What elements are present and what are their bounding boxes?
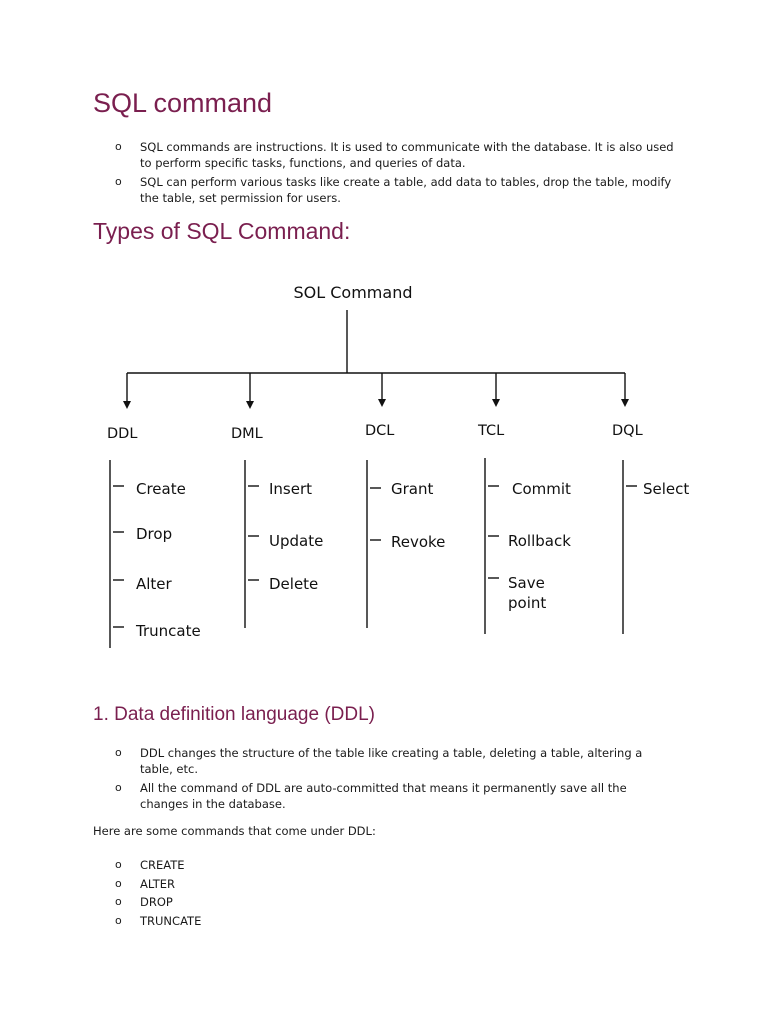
page-title: SQL command [93, 88, 273, 118]
ddl-bullet-text: DDL changes the structure of the table like creating a table, deleting a table, altering a table, etc. [140, 746, 643, 776]
dml-item-delete: Delete [269, 575, 319, 593]
ddl-item-drop: Drop [136, 525, 173, 543]
tcl-item-savepoint-line-1: Save [508, 574, 545, 592]
ddl-commands-list [115, 857, 415, 931]
bullet-icon: o [115, 858, 122, 871]
bullet-icon: o [115, 175, 122, 188]
sql-command-tree-diagram [0, 270, 768, 655]
types-heading: Types of SQL Command: [93, 218, 351, 244]
category-tcl-label: TCL [478, 423, 505, 439]
ddl-bullet-text: All the command of DDL are auto-committed that means it permanently save all the changes in the database. [140, 781, 627, 811]
dql-item-select: Select [643, 480, 690, 498]
tcl-item-savepoint [508, 574, 550, 612]
ddl-item-truncate: Truncate [136, 622, 201, 640]
list-item [115, 857, 415, 874]
list-item [115, 139, 675, 171]
list-item [115, 876, 415, 893]
ddl-commands-intro: Here are some commands that come under DDL: [93, 824, 376, 838]
ddl-command-create: CREATE [140, 858, 185, 872]
bullet-icon: o [115, 913, 122, 927]
dml-item-update: Update [269, 532, 324, 550]
bullet-icon: o [115, 746, 122, 759]
intro-bullet-text: SQL commands are instructions. It is used to communicate with the database. It is also used to perform specific tasks, functions, and queries of data. [140, 140, 674, 170]
ddl-bullet-list [115, 745, 675, 815]
list-item [115, 780, 675, 812]
category-dql-label: DQL [612, 423, 643, 439]
category-dml-label: DML [231, 426, 263, 442]
bullet-icon: o [115, 876, 122, 890]
ddl-item-create: Create [136, 480, 186, 498]
ddl-heading: 1. Data definition language (DDL) [93, 704, 376, 725]
tcl-item-commit: Commit [512, 480, 571, 498]
list-item [115, 745, 675, 777]
diagram-root-label: SOL Command [293, 283, 413, 302]
dml-item-insert: Insert [269, 480, 313, 498]
bullet-icon: o [115, 781, 122, 794]
ddl-command-truncate: TRUNCATE [140, 913, 202, 928]
category-dcl-label: DCL [365, 423, 395, 439]
list-item [115, 894, 415, 911]
dcl-item-revoke: Revoke [391, 533, 446, 551]
intro-bullet-list [115, 139, 675, 209]
list-item [115, 174, 675, 206]
ddl-item-alter: Alter [136, 575, 172, 593]
tcl-item-rollback: Rollback [508, 532, 571, 550]
bullet-icon: o [115, 895, 122, 908]
ddl-command-drop: DROP [140, 895, 173, 909]
ddl-command-alter: ALTER [140, 876, 175, 891]
list-item [115, 913, 415, 930]
tcl-item-savepoint-line-2: point [508, 594, 547, 612]
category-ddl-label: DDL [107, 426, 138, 442]
intro-bullet-text: SQL can perform various tasks like create a table, add data to tables, drop the table, modify the table, set permission for users. [140, 175, 672, 205]
dcl-item-grant: Grant [391, 480, 434, 498]
bullet-icon: o [115, 140, 122, 153]
